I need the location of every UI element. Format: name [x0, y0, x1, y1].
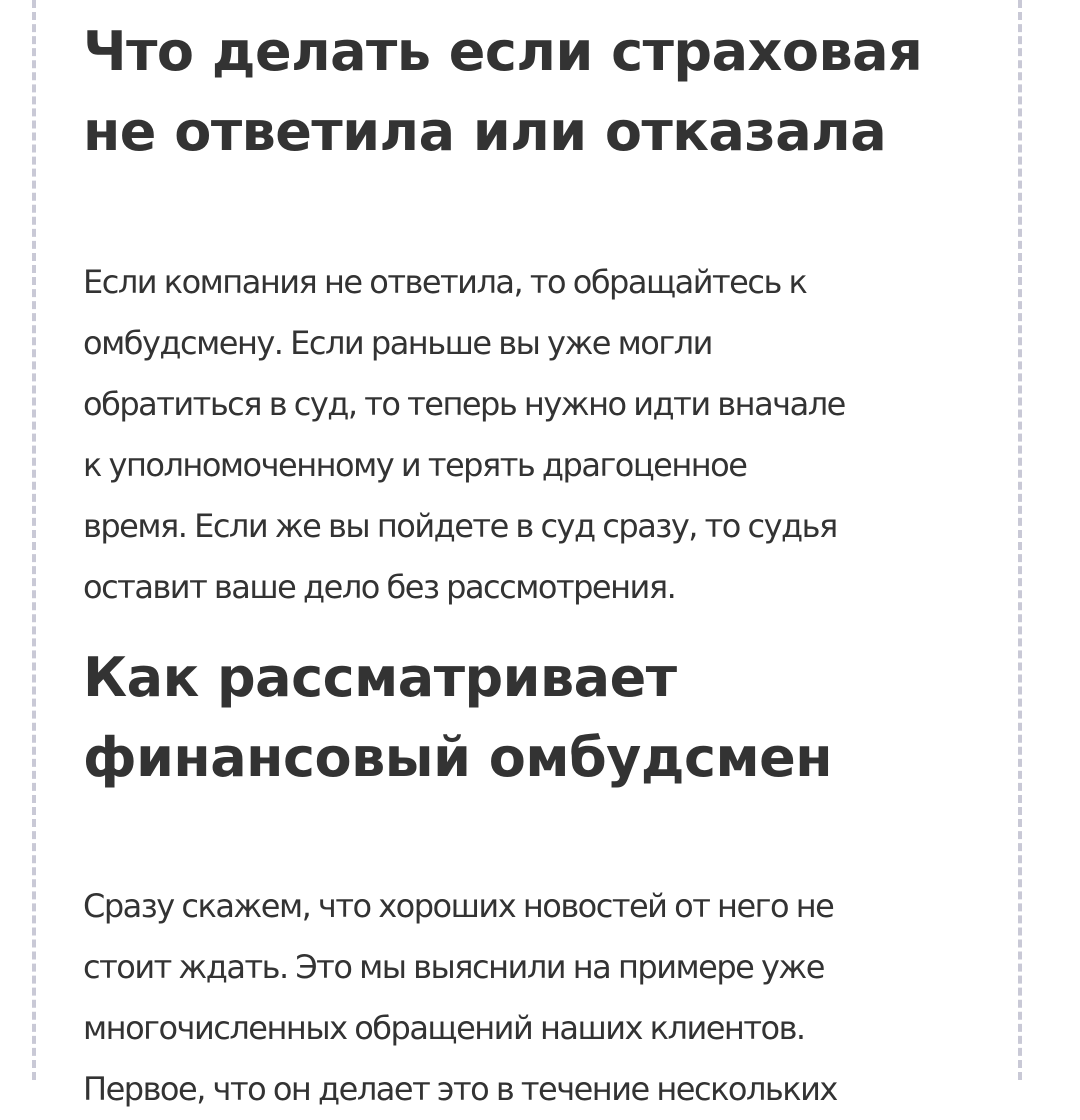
paragraph-line: время. Если же вы пойдете в суд сразу, то судья — [83, 507, 837, 545]
dashed-border-left — [32, 0, 36, 1080]
dashed-border-right — [1018, 0, 1022, 1080]
paragraph-line: Сразу скажем, что хороших новостей от него не — [83, 887, 834, 925]
heading-line: Что делать если страховая — [83, 20, 923, 83]
heading-insurer-no-reply — [83, 12, 988, 172]
paragraph-line: Первое, что он делает это в течение нескольких — [83, 1070, 837, 1108]
paragraph-line: оставит ваше дело без рассмотрения. — [83, 568, 676, 606]
article-content — [83, 12, 988, 1120]
heading-line: не ответила или отказала — [83, 100, 887, 163]
paragraph-line: многочисленных обращений наших клиентов. — [83, 1009, 805, 1047]
heading-ombudsman-review — [83, 638, 988, 798]
heading-line: финансовый омбудсмен — [83, 726, 833, 789]
paragraph-line: к уполномоченному и терять драгоценное — [83, 446, 747, 484]
paragraph-line: обратиться в суд, то теперь нужно идти вначале — [83, 385, 845, 423]
paragraph-line: Если компания не ответила, то обращайтесь к — [83, 263, 807, 301]
paragraph-insurer-no-reply — [83, 252, 988, 618]
paragraph-line: стоит ждать. Это мы выяснили на примере уже — [83, 948, 824, 986]
paragraph-ombudsman-review — [83, 876, 988, 1120]
paragraph-line: омбудсмену. Если раньше вы уже могли — [83, 324, 712, 362]
heading-line: Как рассматривает — [83, 646, 677, 709]
